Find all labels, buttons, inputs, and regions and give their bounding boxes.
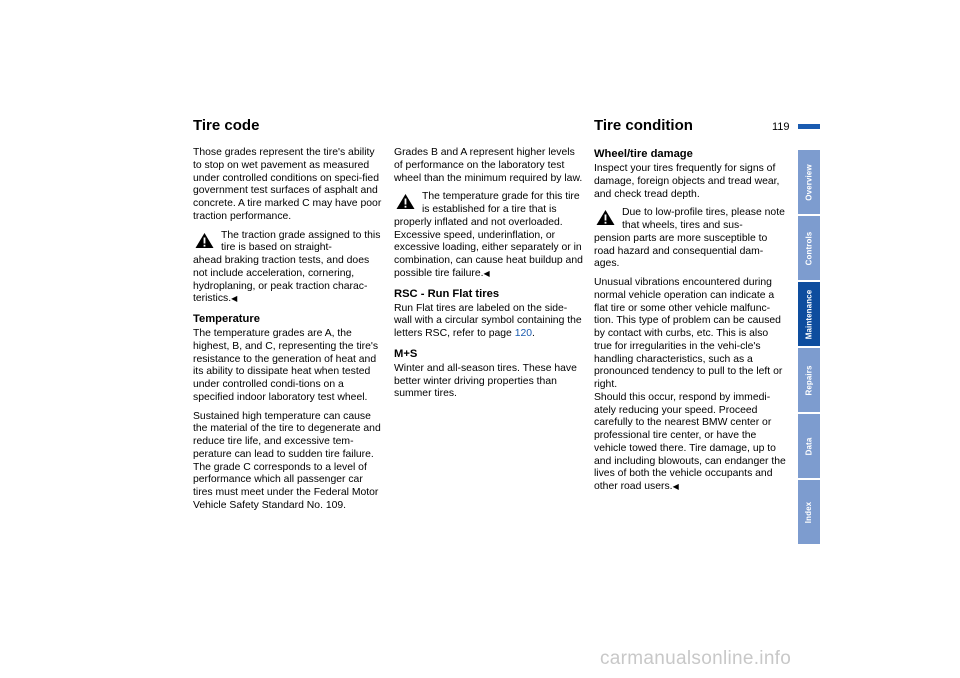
page-number: 119 xyxy=(772,121,790,133)
tab-label: Index xyxy=(804,501,814,523)
rsc-heading: RSC - Run Flat tires xyxy=(394,287,500,300)
warning-text-first: The traction grade assigned to this tire is based on straight- xyxy=(221,229,381,254)
temperature-paragraph-2: Sustained high temperature can cause the material of the tire to degenerate and reduce tire life, and excessive tem-perature can lead to sudden tire failure. The grade C corresponds to a level of performance which all passenger car tires must meet under the Federal Motor Vehicle Safety Standard No. 109. xyxy=(193,410,381,511)
end-mark: ◀ xyxy=(231,294,238,304)
warning-triangle-icon xyxy=(596,209,615,226)
column-3 xyxy=(594,147,786,500)
temperature-paragraph-1: The temperature grades are A, the highest, B, and C, representing the tire's resistance to the generation of heat and its ability to dissipate heat when tested under controlled condi-tions on a specified indoor laboratory test wheel. xyxy=(193,328,379,403)
rsc-text-end: . xyxy=(532,328,535,339)
watermark-text: carmanualsonline.info xyxy=(600,648,792,669)
rsc-paragraph xyxy=(394,303,584,341)
end-mark: ◀ xyxy=(483,268,490,278)
warning-text-rest: properly inflated and not overloaded. Excessive speed, underinflation, or excessive loading, either separately or in combination, can cause heat buildup and possible tire failure. xyxy=(394,216,583,279)
column-1 xyxy=(193,147,385,519)
tab-label: Overview xyxy=(804,163,814,201)
page-ref-link[interactable]: 120 xyxy=(514,328,533,339)
warning-text-rest: pension parts are more susceptible to road hazard and consequential dam-ages. xyxy=(594,232,768,270)
tab-maintenance[interactable] xyxy=(798,282,820,346)
tab-controls[interactable] xyxy=(798,216,820,280)
warning-text-first: The temperature grade for this tire is established for a tire that is xyxy=(422,191,580,215)
tab-label: Data xyxy=(804,437,814,455)
warning-triangle-icon xyxy=(195,232,214,249)
vibrations-paragraph: Unusual vibrations encountered during normal vehicle operation can indicate a flat tire or some other vehicle malfunc-tion. This type of problem can be caused by contact with curbs, etc. This is also true for irregularities in the vehi-cle's handling characteristics, such as a pronounced tendency to pull to the left or right. xyxy=(594,277,783,390)
warning-block xyxy=(394,191,584,280)
inspect-paragraph: Inspect your tires frequently for signs of damage, foreign objects and tread wear, and check tread depth. xyxy=(594,163,780,200)
tab-label: Repairs xyxy=(804,364,814,396)
tab-label: Maintenance xyxy=(804,289,814,339)
intro-paragraph: Those grades represent the tire's ability to stop on wet pavement as measured under controlled conditions on speci-fied government test surfaces of asphalt and concrete. A tire marked C may have poor traction performance. xyxy=(193,147,382,222)
warning-text-rest: ahead braking traction tests, and does not include acceleration, cornering, hydroplaning, or peak traction charac-teristics. xyxy=(193,255,370,305)
right-page-title: Tire condition xyxy=(594,117,693,134)
respond-text: Should this occur, respond by immedi-ately reducing your speed. Proceed carefully to the nearest BMW center or professional tire center, or have the vehicle towed there. Tire damage, up to and including blowouts, can endanger the lives of both the vehicle occupants and other road users. xyxy=(594,391,786,492)
column-2 xyxy=(394,147,584,407)
tab-overview[interactable] xyxy=(798,150,820,214)
left-page-title: Tire code xyxy=(193,117,260,134)
tab-label: Controls xyxy=(804,231,814,265)
tab-repairs[interactable] xyxy=(798,348,820,412)
tab-index[interactable] xyxy=(798,480,820,544)
page-marker xyxy=(798,124,820,129)
grades-paragraph: Grades B and A represent higher levels of performance on the laboratory test wheel than the minimum required by law. xyxy=(394,147,583,184)
ms-heading: M+S xyxy=(394,347,418,360)
rsc-text: Run Flat tires are labeled on the side-wall with a circular symbol containing the letters RSC, refer to page xyxy=(394,302,582,339)
warning-block xyxy=(594,207,786,271)
temperature-heading: Temperature xyxy=(193,313,260,325)
tab-data[interactable] xyxy=(798,414,820,478)
warning-text-first: Due to low-profile tires, please note that wheels, tires and sus- xyxy=(622,207,785,231)
end-mark: ◀ xyxy=(672,482,679,491)
warning-block xyxy=(193,230,385,307)
wheel-tire-damage-heading: Wheel/tire damage xyxy=(594,148,693,160)
side-nav-tabs xyxy=(798,150,820,544)
warning-triangle-icon xyxy=(396,193,415,210)
respond-paragraph xyxy=(594,392,786,494)
ms-paragraph: Winter and all-season tires. These have better winter driving properties than summer tires. xyxy=(394,362,577,400)
